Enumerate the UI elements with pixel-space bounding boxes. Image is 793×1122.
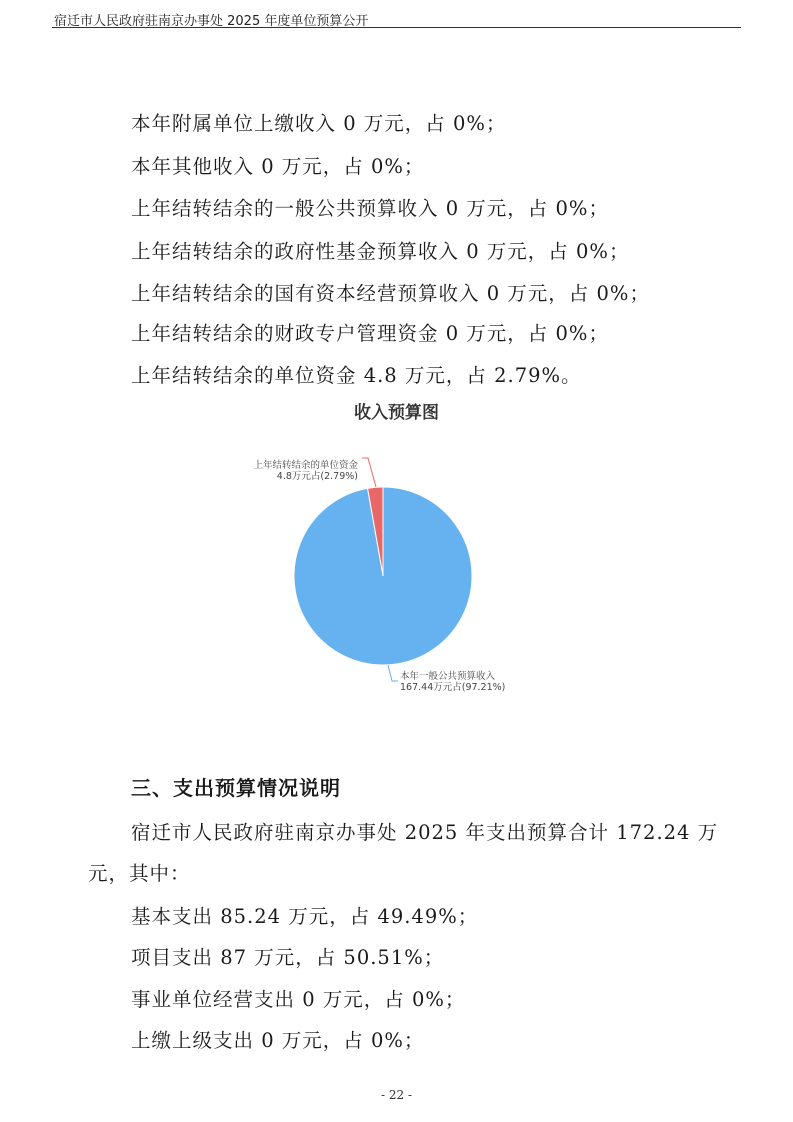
pie-label-value-1: 4.8万元占(2.79%) xyxy=(276,471,358,482)
expense-intro-line-1: 宿迁市人民政府驻南京办事处 2025 年支出预算合计 172.24 万 xyxy=(131,821,719,844)
pie-label-name-1: 上年结转结余的单位资金 xyxy=(253,460,358,471)
income-line-6: 上年结转结余的财政专户管理资金 0 万元，占 0%； xyxy=(131,322,609,345)
income-line-1: 本年附属单位上缴收入 0 万元，占 0%； xyxy=(131,112,507,135)
pie-leader-line-1 xyxy=(362,458,376,487)
income-line-5: 上年结转结余的国有资本经营预算收入 0 万元，占 0%； xyxy=(131,282,650,305)
pie-leader-line-2 xyxy=(388,665,398,681)
pie-label-name-2: 本年一般公共预算收入 xyxy=(400,671,496,682)
expense-intro-line-2: 元，其中： xyxy=(88,862,191,885)
section-title: 三、支出预算情况说明 xyxy=(131,776,341,800)
income-line-3: 上年结转结余的一般公共预算收入 0 万元，占 0%； xyxy=(131,197,609,220)
chart-title: 收入预算图 xyxy=(354,403,439,423)
income-line-7: 上年结转结余的单位资金 4.8 万元，占 2.79%。 xyxy=(131,364,582,387)
pie-label-value-2: 167.44万元占(97.21%) xyxy=(400,682,506,693)
income-line-4: 上年结转结余的政府性基金预算收入 0 万元，占 0%； xyxy=(131,240,630,263)
income-line-2: 本年其他收入 0 万元，占 0%； xyxy=(131,155,425,178)
expense-item-2: 项目支出 87 万元，占 50.51%； xyxy=(131,946,445,969)
expense-item-4: 上缴上级支出 0 万元，占 0%； xyxy=(131,1029,425,1052)
page-header: 宿迁市人民政府驻南京办事处 2025 年度单位预算公开 xyxy=(54,14,369,29)
page-number: - 22 - xyxy=(380,1088,412,1102)
expense-item-3: 事业单位经营支出 0 万元，占 0%； xyxy=(131,988,466,1011)
pie-slice-2 xyxy=(294,487,472,665)
expense-item-1: 基本支出 85.24 万元，占 49.49%； xyxy=(131,905,479,928)
